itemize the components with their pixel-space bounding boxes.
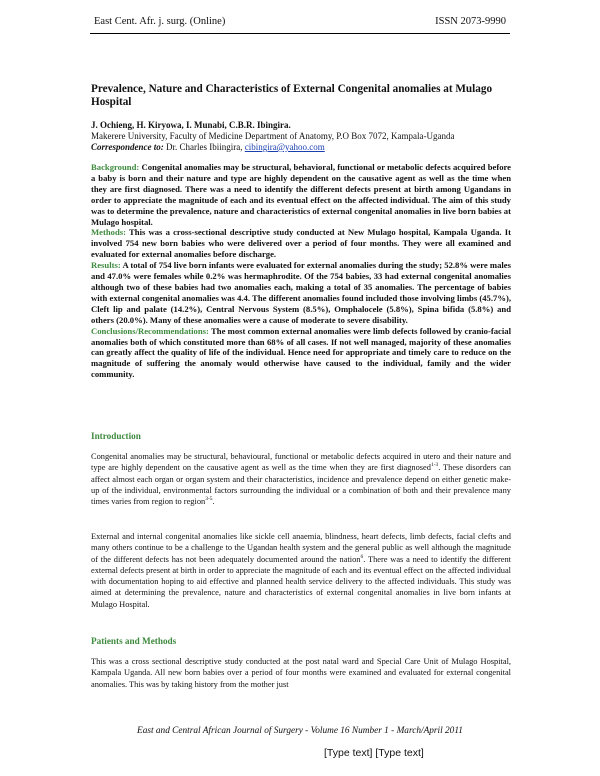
patients-methods-paragraph: This was a cross sectional descriptive study conducted at the post natal ward and Special Care Unit of Mulago Hospital, Kampala Uganda. All new born babies over a period of four months were examined and evaluated for external congenital anomalies. This was by taking history from the mother just: [91, 657, 511, 689]
abstract: [91, 162, 511, 380]
introduction-paragraph-2: [91, 531, 511, 610]
background-heading: Background:: [91, 162, 140, 172]
correspondence-label: Correspondence to:: [91, 142, 164, 152]
intro-p2-text-b: . There was a need to identify the different external defects present at birth in order to appreciate the magnitude of each and its eventual effect on the affected individual with documentation hoping to aid effective and planned health service delivery to the affected individuals. This study was aimed at determining the prevalence, nature and characteristics of external congenital anomalies in live born infants at Mulago Hospital.: [91, 554, 511, 609]
journal-footer-citation: East and Central African Journal of Surgery - Volume 16 Number 1 - March/April 2011: [137, 726, 463, 736]
citation-superscript: 1-3: [430, 462, 439, 469]
running-header: [94, 16, 506, 32]
introduction-heading: Introduction: [91, 431, 141, 441]
issn: ISSN 2073-9990: [435, 16, 506, 27]
abstract-methods: [91, 227, 511, 260]
article-title: Prevalence, Nature and Characteristics of External Congenital anomalies at Mulago Hospital: [91, 83, 493, 108]
correspondence-email-link[interactable]: cibingira@yahoo.com: [244, 142, 325, 152]
conclusions-text: The most common external anomalies were limb defects followed by cranio-facial anomalies both of which constituted more than 68% of all cases. If not well managed, majority of these anomalies can greatly affect the quality of life of the individual. Hence need for appropriate and timely care to reduce on the magnitude of suffering the anomaly would otherwise have caused to the individual, family and the wider community.: [91, 325, 511, 380]
background-text: Congenital anomalies may be structural, behavioral, functional or metabolic defects acquired before a baby is born and their nature and type are highly dependent on the causative agent as well as the time when they are first diagnosed. There was a need to identify the different defects present at birth among Ugandans in order to appreciate the magnitude of each and its eventual effect on the affected individual. The aim of this study was to determine the prevalence, nature and characteristics of external congenital anomalies in live born babies at Mulago hospital.: [91, 162, 512, 227]
header-rule: [90, 33, 510, 34]
intro-p1-text-c: .: [212, 497, 215, 507]
abstract-conclusions: [91, 326, 511, 381]
results-text: A total of 754 live born infants were evaluated for external anomalies during the study; 52.8% were males and 47.0% were females while 0.2% was hermaphrodite. Of the 754 babies, 33 had external congenital anomalies although two of these babies had two anomalies each, making a total of 35 anomalies. The percentage of babies with external congenital anomalies was 4.4. The different anomalies found included those involving limbs (45.7%), Cleft lip and palate (14.2%), Central Nervous System (8.5%), Omphalocele (5.8%), Spina bifida (5.8%) and others (20.0%). Many of these anomalies were a cause of moderate to severe disability.: [91, 260, 511, 325]
intro-p1-text-b: . These disorders can affect almost each organ or organ system and their characteristics, incidence and prevalence depend on either genetic make-up of the individual, environmental factors surrounding the individual or a combination of both and their prevalence many times varies from region to region: [91, 463, 511, 507]
methods-heading: Methods:: [91, 227, 126, 238]
abstract-results: [91, 260, 511, 325]
results-heading: Results:: [91, 260, 121, 271]
author-list: J. Ochieng, H. Kiryowa, I. Munabi, C.B.R. Ibingira.: [91, 120, 291, 130]
citation-superscript: 6: [360, 553, 364, 560]
intro-p1-text-a: Congenital anomalies may be structural, behavioural, functional or metabolic defects acquired in utero and their nature and type are highly dependent on the causative agent as well as the time when they are first diagnosed: [91, 452, 511, 473]
methods-text: This was a cross-sectional descriptive study conducted at New Mulago hospital, Kampala Uganda. It involved 754 new born babies who were delivered over a period of four months. They were all examined and evaluated for external anomalies before discharge.: [91, 227, 511, 260]
affiliation: Makerere University, Faculty of Medicine Department of Anatomy, P.O Box 7072, Kampala-Uganda: [91, 131, 455, 141]
patients-methods-heading: Patients and Methods: [91, 636, 177, 646]
journal-short-title: East Cent. Afr. j. surg. (Online): [94, 16, 226, 27]
correspondence-name: Dr. Charles Ibiingira,: [166, 142, 243, 152]
conclusions-heading: Conclusions/Recommendations:: [91, 325, 209, 336]
abstract-background: [91, 162, 511, 227]
citation-superscript: 3-5: [205, 496, 213, 503]
correspondence: [91, 142, 325, 152]
introduction-paragraph-1: [91, 451, 511, 507]
intro-p2-text-a: External and internal congenital anomalies like sickle cell anaemia, blindness, heart defects, limb defects, facial clefts and many others continue to be a challenge to the Ugandan health system and the general public as well although the magnitude of the different defects has not been adequately documented around the nation: [91, 532, 511, 564]
placeholder-footer-text: [Type text] [Type text]: [324, 747, 424, 759]
